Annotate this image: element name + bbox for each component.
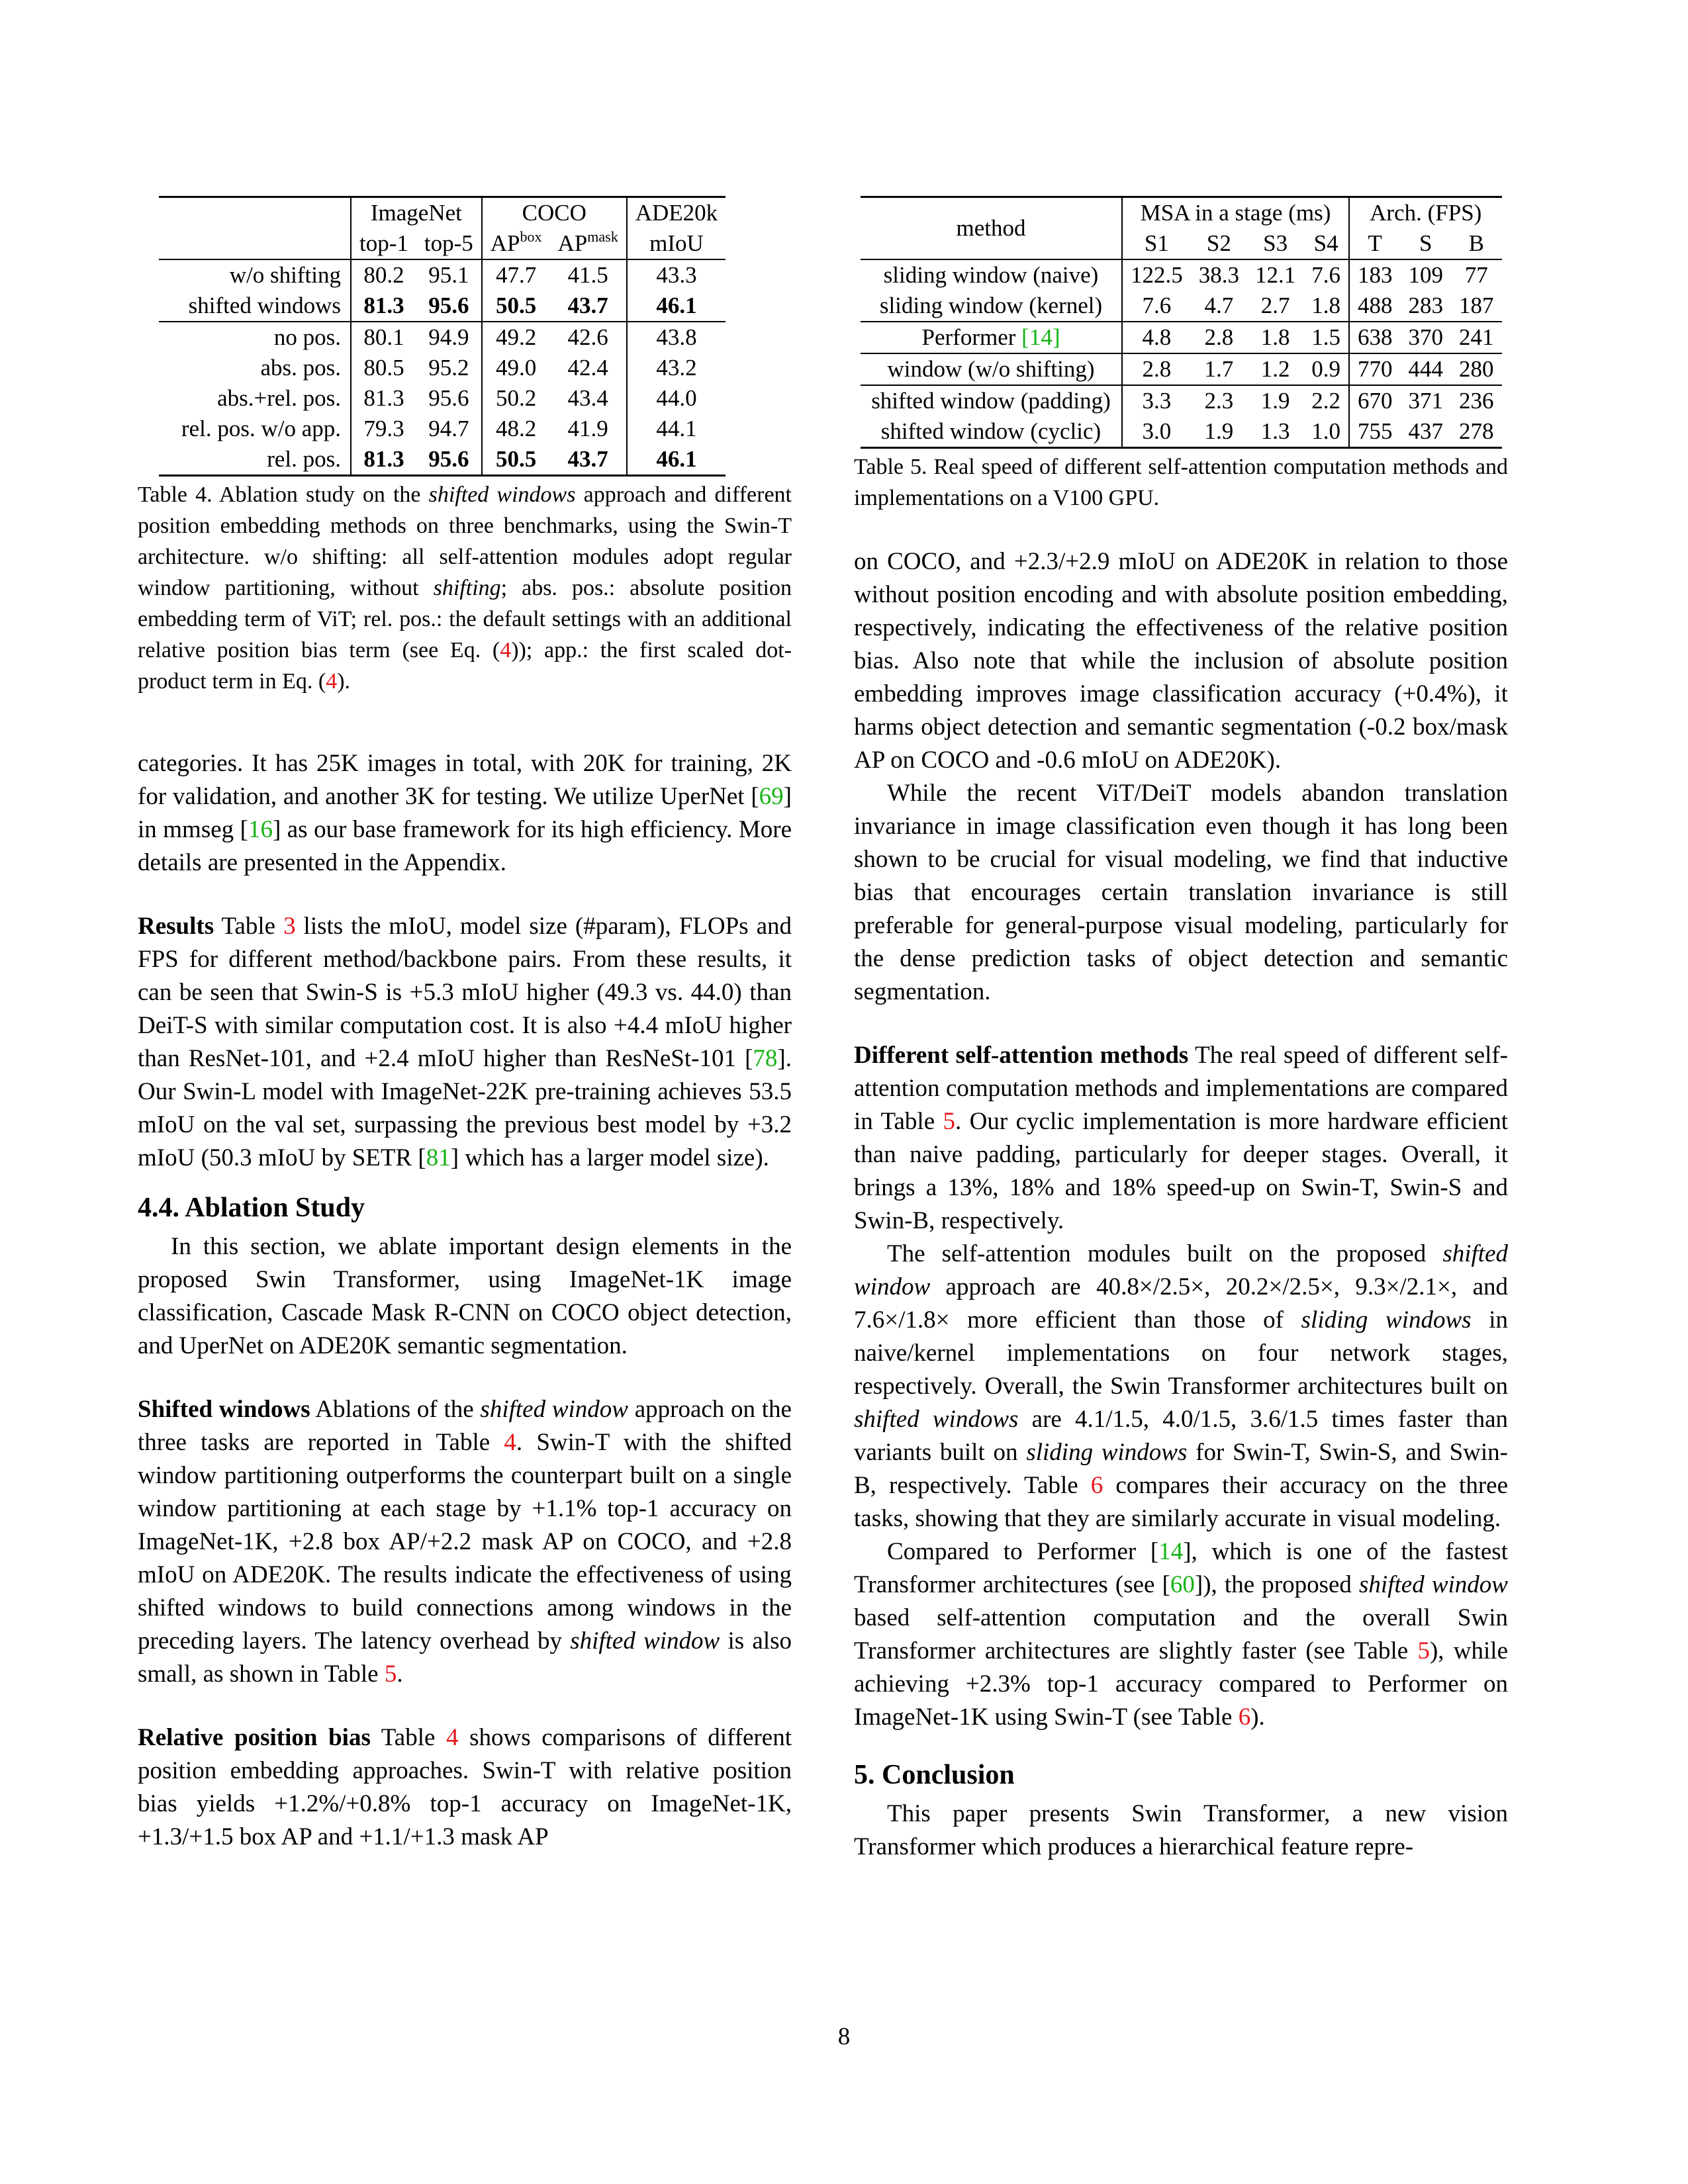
table-ref-link[interactable]: 5	[943, 1108, 956, 1135]
table-cell: 638	[1349, 322, 1401, 353]
table-cell: 81.3	[351, 444, 416, 476]
table-cell: 49.0	[496, 355, 537, 381]
table-cell: 4.7	[1204, 293, 1234, 318]
right-column	[854, 196, 1508, 1864]
table-row	[861, 322, 1502, 353]
table-cell: 43.8	[627, 322, 726, 353]
table-cell: 77	[1451, 259, 1502, 291]
table-subheader: S1	[1144, 230, 1169, 256]
table-cell: 95.1	[416, 259, 482, 291]
table-cell: 43.4	[550, 383, 627, 414]
section-heading: 4.4. Ablation Study	[138, 1193, 365, 1223]
table-ref-link[interactable]: 6	[1090, 1472, 1103, 1499]
table-row	[159, 291, 726, 322]
self-attention-methods-paragraph: Different self-attention methods The real speed of different self-attention computation methods and implementations are compared in Table 5. Our cyclic implementation is more hardware efficient than naive padding, particularly for deeper stages. Overall, it brings a 13%, 18% and 18% speed-up on Swin-T, Swin-S and Swin-B, respectively.	[854, 1042, 1509, 1234]
citation-link[interactable]: 78	[753, 1045, 778, 1072]
table-cell: 437	[1401, 416, 1452, 448]
table-cell: 1.8	[1247, 322, 1303, 353]
citation-link[interactable]: 69	[759, 783, 784, 810]
table-subheader: top-5	[416, 228, 482, 259]
table-subheader: S3	[1263, 230, 1288, 256]
equation-ref-link[interactable]: 4	[500, 638, 512, 662]
table-row	[861, 353, 1502, 385]
body-paragraph: on COCO, and +2.3/+2.9 mIoU on ADE20K in relation to those without position encoding and with absolute position embedding, respectively, indicating the effectiveness of the relative position bias. Also note that while the inclusion of absolute position embedding improves image classification accuracy (+0.4%), it harms object detection and semantic segmentation (-0.2 box/mask AP on COCO and -0.6 mIoU on ADE20K).	[854, 548, 1508, 774]
table-row	[159, 259, 726, 291]
table-cell: 3.0	[1122, 416, 1191, 448]
table-row	[861, 259, 1502, 291]
table-ref-link[interactable]: 4	[504, 1429, 516, 1456]
paragraph-heading: Relative position bias	[138, 1724, 371, 1751]
table-cell: 109	[1401, 259, 1452, 291]
table-cell: 95.6	[416, 444, 482, 476]
table-subheader-row	[159, 228, 726, 259]
table-row	[861, 385, 1502, 416]
table-cell: 46.1	[627, 444, 726, 476]
table-group-header: ImageNet	[351, 197, 482, 229]
table-cell: 1.5	[1303, 322, 1349, 353]
table-5-caption: Table 5. Real speed of different self-attention computation methods and implementations on a V100 GPU.	[854, 455, 1508, 510]
table-cell: 0.9	[1303, 353, 1349, 385]
results-paragraph: Results Table 3 lists the mIoU, model size (#param), FLOPs and FPS for different method/backbone pairs. From these results, it can be seen that Swin-S is +5.3 mIoU higher (49.3 vs. 44.0) than DeiT-S with similar computation cost. It is also +4.4 mIoU higher than ResNet-101, and +2.4 mIoU higher than ResNeSt-101 [78]. Our Swin-L model with ImageNet-22K pre-training achieves 53.5 mIoU on the val set, surpassing the previous best model by +3.2 mIoU (50.3 mIoU by SETR [81] which has a larger model size).	[138, 913, 792, 1171]
table-cell: 38.3	[1191, 259, 1247, 291]
table-cell: 2.2	[1303, 385, 1349, 416]
row-label: rel. pos.	[159, 444, 351, 476]
body-paragraph: While the recent ViT/DeiT models abandon translation invariance in image classification even though it has long been shown to be crucial for visual modeling, we find that inductive bias that encourages certain translation invariance is still preferable for general-purpose visual modeling, particularly for the dense prediction tasks of object detection and semantic segmentation.	[854, 780, 1508, 1005]
row-label: sliding window (kernel)	[861, 291, 1122, 322]
row-label: window (w/o shifting)	[861, 353, 1122, 385]
table-cell: 444	[1401, 353, 1452, 385]
table-group-header: ADE20k	[627, 197, 726, 229]
body-paragraph: The self-attention modules built on the proposed shifted window approach are 40.8×/2.5×, 20.2×/2.5×, 9.3×/2.1×, and 7.6×/1.8× more efficient than those of sliding windows in naive/kernel implementations on four network stages, respectively. Overall, the Swin Transformer architectures built on shifted windows are 4.1/1.5, 4.0/1.5, 3.6/1.5 times faster than variants built on sliding windows for Swin-T, Swin-S, and Swin-B, respectively. Table 6 compares their accuracy on the three tasks, showing that they are similarly accurate in visual modeling.	[854, 1240, 1509, 1532]
table-cell: 278	[1451, 416, 1502, 448]
table-row	[159, 414, 726, 444]
table-cell: 81.3	[363, 293, 404, 318]
table-row	[861, 416, 1502, 448]
table-cell: 370	[1401, 322, 1452, 353]
table-header-row	[159, 197, 726, 229]
table-group-header: MSA in a stage (ms)	[1122, 197, 1349, 229]
table-subheader: S	[1419, 230, 1432, 256]
table-cell: 1.7	[1191, 353, 1247, 385]
citation-link[interactable]: [14]	[1021, 324, 1060, 350]
table-cell: 1.9	[1247, 385, 1303, 416]
table-cell: 42.6	[550, 322, 627, 353]
left-column	[138, 196, 792, 1854]
table-cell: 41.9	[550, 414, 627, 444]
table-cell: 95.2	[416, 353, 482, 383]
row-label: no pos.	[159, 322, 351, 353]
table-cell: 50.5	[482, 444, 550, 476]
citation-link[interactable]: 81	[426, 1144, 451, 1171]
table-4-caption: Table 4. Ablation study on the shifted windows approach and different position embedding methods on three benchmarks, using the Swin-T architecture. w/o shifting: all self-attention modules adopt regular window partitioning, without shifting; abs. pos.: absolute position embedding term of ViT; rel. pos.: the default settings with an additional relative position bias term (see Eq. (4)); app.: the first scaled dot-product term in Eq. (4).	[138, 482, 792, 694]
row-label: Performer [14]	[861, 322, 1122, 353]
table-subheader: $AP^{box}$	[490, 228, 542, 256]
table-cell: 80.5	[363, 355, 404, 381]
table-subheader: $AP^{mask}$	[550, 228, 627, 259]
table-cell: 94.9	[416, 322, 482, 353]
body-paragraph: In this section, we ablate important design elements in the proposed Swin Transformer, using ImageNet-1K image classification, Cascade Mask R-CNN on COCO object detection, and UperNet on ADE20K semantic segmentation.	[138, 1233, 792, 1359]
table-ref-link[interactable]: 3	[283, 913, 296, 940]
table-cell: 488	[1358, 293, 1393, 318]
relative-position-paragraph: Relative position bias Table 4 shows comparisons of different position embedding approaches. Swin-T with relative position bias yields +1.2%/+0.8% top-1 accuracy on ImageNet-1K, +1.3/+1.5 box AP and +1.1/+1.3 mask AP	[138, 1724, 792, 1850]
table-cell: 43.7	[550, 444, 627, 476]
table-cell: 2.3	[1191, 385, 1247, 416]
table-subheader: S4	[1303, 228, 1349, 259]
table-cell: 44.0	[656, 385, 697, 411]
row-label: shifted windows	[159, 291, 351, 322]
table-cell: 371	[1401, 385, 1452, 416]
table-5	[861, 196, 1502, 449]
table-cell: 1.8	[1303, 291, 1349, 322]
table-cell: 44.1	[656, 416, 697, 441]
table-corner-cell	[159, 228, 351, 259]
table-cell: 183	[1349, 259, 1401, 291]
section-heading: 5. Conclusion	[854, 1760, 1015, 1790]
table-subheader: top-1	[359, 230, 408, 256]
table-group-header: Arch. (FPS)	[1349, 197, 1502, 229]
table-ref-link[interactable]: 4	[446, 1724, 459, 1751]
citation-link[interactable]: 14	[1158, 1538, 1184, 1565]
table-cell: 670	[1349, 385, 1401, 416]
table-method-header: method	[861, 197, 1122, 260]
table-cell: 187	[1459, 293, 1494, 318]
page-number: 8	[837, 2023, 851, 2050]
table-cell: 1.3	[1247, 416, 1303, 448]
table-cell: 95.6	[416, 291, 482, 322]
table-row	[159, 383, 726, 414]
table-ref-link[interactable]: 5	[1417, 1637, 1430, 1664]
table-cell: 283	[1408, 293, 1443, 318]
table-row	[159, 353, 726, 383]
table-header-row	[861, 197, 1502, 229]
table-cell: 48.2	[496, 416, 537, 441]
table-ref-link[interactable]: 5	[384, 1661, 397, 1688]
table-cell: 236	[1451, 385, 1502, 416]
row-label: sliding window (naive)	[861, 259, 1122, 291]
row-label: shifted window (padding)	[861, 385, 1122, 416]
table-cell: 49.2	[482, 322, 550, 353]
table-group-header: COCO	[482, 197, 627, 229]
table-cell: 43.3	[627, 259, 726, 291]
table-cell: 81.3	[363, 385, 404, 411]
table-4	[159, 196, 726, 477]
table-cell: 2.8	[1191, 322, 1247, 353]
table-cell: 12.1	[1247, 259, 1303, 291]
equation-ref-link[interactable]: 4	[326, 669, 338, 694]
table-cell: 1.0	[1303, 416, 1349, 448]
citation-link[interactable]: 16	[248, 816, 273, 843]
body-paragraph: Compared to Performer [14], which is one of the fastest Transformer architectures (see [60]), the proposed shifted window based self-attention computation and the overall Swin Transformer architectures are slightly faster (see Table 5), while achieving +2.3% top-1 accuracy compared to Performer on ImageNet-1K using Swin-T (see Table 6).	[854, 1538, 1508, 1731]
table-cell: 1.9	[1191, 416, 1247, 448]
table-cell: 46.1	[656, 293, 697, 318]
body-paragraph: This paper presents Swin Transformer, a new vision Transformer which produces a hierarchical feature repre-	[854, 1800, 1508, 1860]
table-cell: 80.1	[351, 322, 416, 353]
table-cell: 95.6	[416, 383, 482, 414]
table-cell: 43.2	[656, 355, 697, 381]
row-label: shifted window (cyclic)	[861, 416, 1122, 448]
table-cell: 2.8	[1122, 353, 1191, 385]
table-cell: 241	[1451, 322, 1502, 353]
paragraph-heading: Different self-attention methods	[854, 1042, 1189, 1069]
table-corner-cell	[159, 197, 351, 229]
table-subheader: T	[1368, 230, 1382, 256]
table-cell: 50.5	[496, 293, 537, 318]
table-subheader: S2	[1206, 230, 1231, 256]
table-subheader: mIoU	[649, 230, 704, 256]
table-cell: 80.2	[351, 259, 416, 291]
table-cell: 43.7	[550, 291, 627, 322]
row-label: w/o shifting	[159, 259, 351, 291]
table-cell: 79.3	[363, 416, 404, 441]
table-cell: 50.2	[496, 385, 537, 411]
table-cell: 41.5	[550, 259, 627, 291]
row-label: rel. pos. w/o app.	[159, 414, 351, 444]
table-cell: 42.4	[550, 353, 627, 383]
table-cell: 3.3	[1122, 385, 1191, 416]
shifted-windows-paragraph: Shifted windows Ablations of the shifted window approach on the three tasks are reported in Table 4. Swin-T with the shifted window partitioning outperforms the counterpart built on a single window partitioning at each stage by +1.1% top-1 accuracy on ImageNet-1K, +2.8 box AP/+2.2 mask AP on COCO, and +2.8 mIoU on ADE20K. The results indicate the effectiveness of using shifted windows to build connections among windows in the preceding layers. The latency overhead by shifted window is also small, as shown in Table 5.	[138, 1396, 792, 1688]
table-cell: 7.6	[1303, 259, 1349, 291]
table-cell: 280	[1451, 353, 1502, 385]
row-label: abs. pos.	[159, 353, 351, 383]
table-cell: 755	[1349, 416, 1401, 448]
paragraph-heading: Results	[138, 913, 214, 940]
table-cell: 1.2	[1247, 353, 1303, 385]
paragraph-heading: Shifted windows	[138, 1396, 310, 1423]
table-cell: 770	[1349, 353, 1401, 385]
table-cell: 7.6	[1142, 293, 1172, 318]
table-row	[159, 322, 726, 353]
table-cell: 47.7	[482, 259, 550, 291]
table-ref-link[interactable]: 6	[1238, 1704, 1251, 1731]
row-label: abs.+rel. pos.	[159, 383, 351, 414]
table-row	[159, 444, 726, 476]
table-cell: 122.5	[1122, 259, 1191, 291]
table-cell: 94.7	[416, 414, 482, 444]
table-cell: 2.7	[1260, 293, 1290, 318]
table-cell: 4.8	[1122, 322, 1191, 353]
citation-link[interactable]: 60	[1170, 1571, 1195, 1598]
table-row	[861, 291, 1502, 322]
body-paragraph: categories. It has 25K images in total, with 20K for training, 2K for validation, and another 3K for testing. We utilize UperNet [69] in mmseg [16] as our base framework for its high efficiency. More details are presented in the Appendix.	[138, 750, 792, 876]
table-subheader: B	[1468, 230, 1484, 256]
